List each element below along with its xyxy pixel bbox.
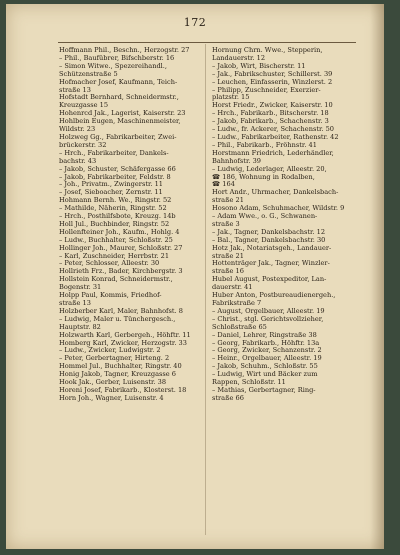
page-edge-shadow [370, 4, 384, 549]
directory-entry: – Christ., stgl. Gerichtsvollzieher, [212, 314, 324, 323]
directory-entry: Huber Anton, Postbureaudienergeh., [212, 291, 336, 300]
directory-entry: – Peter, Schlosser, Alleestr. 30 [59, 259, 160, 268]
directory-entry: Horstmann Friedrich, Lederhändler, [212, 148, 334, 157]
left-column [59, 47, 201, 403]
right-column [212, 47, 354, 403]
directory-entry: Holpp Paul, Kommis, Friedhof- [59, 291, 162, 300]
directory-entry: straße 3 [212, 219, 240, 228]
directory-entry: – Mathilde, Näherin, Ringstr. 52 [59, 204, 167, 213]
directory-entry: – Bal., Tagner, Dankelsbachstr. 30 [212, 235, 326, 244]
directory-entry: Hollenfteiner Joh., Kaufm., Hohlg. 4 [59, 227, 180, 236]
directory-entry: Hohlbein Eugen, Maschinenmeister, [59, 117, 181, 126]
directory-entry: Holzberber Karl, Maler, Bahnhofst. 8 [59, 306, 183, 315]
directory-entry: Holzweg Gg., Fabrikarbeiter, Zwei- [59, 132, 177, 141]
directory-entry: Hook Jak., Gerber, Luisenstr. 38 [59, 378, 167, 387]
directory-entry: Holl Jul., Buchbinder, Ringstr. 52 [59, 219, 170, 228]
directory-entry: straße 21 [212, 251, 244, 260]
directory-entry: Hollstein Konrad, Schneidermstr., [59, 275, 173, 284]
directory-entry: Bahnhofstr. 39 [212, 156, 261, 165]
directory-entry: – Ludw., Fabrikarbeiter, Rathenstr. 42 [212, 132, 339, 141]
directory-entry: Horst Friedr., Zwicker, Kaiserstr. 10 [212, 101, 333, 110]
directory-entry: Holzwarth Karl, Gerbergeh., Höhftr. 11 [59, 330, 191, 339]
page-number: 172 [183, 16, 207, 29]
directory-entry: Hohenrcd Jak., Lagerist, Kaiserstr. 23 [59, 109, 186, 118]
directory-entry: – Ludw., Buchhalter, Schloßstr. 25 [59, 235, 173, 244]
directory-entry: – Jak., Tagner, Dankelsbachstr. 12 [212, 227, 326, 236]
directory-entry: Schloßstraße 65 [212, 322, 267, 331]
directory-entry: straße 66 [212, 393, 244, 402]
directory-entry: – Phil., Fabrikarb., Fröhnstr. 41 [212, 140, 317, 149]
directory-entry: Hotz Jak., Notariatsgeh., Landauer- [212, 243, 332, 252]
directory-entry: – Jakob, Schuster, Schäfergasse 66 [59, 164, 176, 173]
directory-entry: Landauerstr. 12 [212, 53, 266, 62]
directory-entry: straße 13 [59, 299, 91, 307]
directory-entry: – Karl, Zuschneider, Herrbstr. 21 [59, 251, 170, 260]
directory-entry: – Hrch., Fabrikarb., Bitscherstr. 18 [212, 109, 329, 118]
directory-entry: Hort Andr., Uhrmacher, Dankelsbach- [212, 188, 339, 197]
directory-entry: – August, Orgelbauer, Alleestr. 19 [212, 306, 325, 315]
directory-entry: Rappen, Schloßstr. 11 [212, 378, 286, 387]
directory-entry: – Phil., Baufübrer, Bifschberstr. 16 [59, 53, 175, 62]
directory-entry: Bogenstr. 31 [59, 283, 102, 292]
directory-entry: Hommel Jul., Buchhalter, Ringstr. 40 [59, 362, 182, 371]
directory-entry: straße 13 [59, 85, 91, 94]
directory-entry: – Jakob, Wirt, Bischerstr. 11 [212, 61, 306, 70]
directory-entry: – Ludw., Zwicker, Ludwigstr. 2 [59, 346, 161, 355]
directory-entry: brückerstr. 32 [59, 140, 107, 149]
directory-entry: – Josef, Sieboacher, Zernstr. 11 [59, 188, 163, 197]
directory-entry: – Hrch., Posthilfsbote, Kreuzg. 14b [59, 212, 176, 221]
directory-entry: Hofmacher Josef, Kaufmann, Teich- [59, 77, 178, 86]
directory-entry: Hoffmann Phil., Beschn., Herzogstr. 27 [59, 46, 190, 54]
directory-entry: dauerstr. 41 [212, 283, 253, 292]
directory-entry: platzstr. 15 [212, 93, 250, 102]
directory-entry: – Leuchen, Einfasserin, Winzlerst. 2 [212, 77, 333, 86]
directory-entry: – Ludw., fr. Ackerer, Schachenstr. 50 [212, 125, 334, 134]
directory-entry: – Adam Wwe., o. G., Schwanen- [212, 212, 318, 221]
directory-entry: – Georg, Zwicker, Schanzenstr. 2 [212, 346, 322, 355]
directory-entry: Hohmann Bernh. We., Ringstr. 52 [59, 196, 172, 205]
directory-entry: Hollinger Joh., Maurer, Schloßstr. 27 [59, 243, 183, 252]
column-divider [205, 44, 206, 535]
directory-entry: Fabrikstraße 7 [212, 299, 262, 307]
directory-entry: – Philipp, Zuschneider, Exerzier- [212, 85, 321, 94]
directory-entry: ☎ 186, Wohnung in Rodalben, [212, 172, 315, 181]
directory-entry: – Joh., Privatm., Zwingerstr. 11 [59, 180, 163, 189]
directory-entry: – Jak., Fabrikschuster, Schillerst. 39 [212, 69, 333, 78]
directory-entry: – Ludwig, Maler u. Tünchergesch., [59, 314, 176, 323]
directory-entry: straße 16 [212, 267, 244, 276]
directory-entry: Hubel August, Postexpeditor, Lan- [212, 275, 327, 284]
directory-entry: Hornung Chrn. Wwe., Stepperin, [212, 46, 323, 54]
directory-entry: – Ludwig, Wirt und Bäcker zum [212, 370, 318, 379]
directory-entry: Hosono Adam, Schuhmacher, Wildstr. 9 [212, 204, 345, 213]
directory-entry: Schützenstraße 5 [59, 69, 118, 78]
directory-entry: – Daniel, Lehrer, Ringstraße 38 [212, 330, 317, 339]
directory-entry: Hofstadt Bernhard, Schneidermstr., [59, 93, 179, 102]
directory-entry: Homberg Karl, Zwicker, Herzogstr. 33 [59, 338, 187, 347]
directory-entry: Kreuzgasse 15 [59, 101, 109, 110]
directory-entry: – Heinr., Orgelbauer, Alleestr. 19 [212, 354, 322, 363]
directory-entry: – Georg, Fabrikarb., Höhftr. 13a [212, 338, 320, 347]
directory-entry: Horn Joh., Wagner, Luisenstr. 4 [59, 393, 164, 402]
directory-entry: – Ludwig, Lederlager, Alleestr. 20, [212, 164, 327, 173]
directory-entry: – Jakob, Fabrikarb., Schachenstr. 3 [212, 117, 329, 126]
directory-entry: Hollrieth Frz., Bader, Kirchbergstr. 3 [59, 267, 183, 276]
directory-entry: Hottenträger Jak., Tagner, Winzler- [212, 259, 330, 268]
directory-entry: – Hrch., Fabrikarbeiter, Dankels- [59, 148, 169, 157]
directory-entry: Wildstr. 23 [59, 125, 96, 134]
directory-entry: – Jakob, Schuhm., Schloßstr. 55 [212, 362, 318, 371]
directory-entry: – Simon Witwe., Spezereihandl., [59, 61, 167, 70]
directory-entry: straße 21 [212, 196, 244, 205]
directory-entry: bachstr. 43 [59, 156, 97, 165]
directory-entry: – Mathias, Gerbertagner, Ring- [212, 385, 316, 394]
directory-entry: Honig Jakob, Tagner, Kreuzgasse 6 [59, 370, 176, 379]
directory-entry: Horeni Josef, Fabrikarb., Klosterst. 18 [59, 385, 187, 394]
directory-entry: – Jakob, Fabrikarbeiter, Feldstr. 8 [59, 172, 171, 181]
directory-entry: Hauptstr. 82 [59, 322, 101, 331]
directory-entry: – Peter, Gerbertagner, Hirteng. 2 [59, 354, 170, 363]
directory-entry: ☎ 164 [212, 180, 235, 189]
header-rule [58, 42, 356, 43]
directory-page [6, 4, 384, 549]
